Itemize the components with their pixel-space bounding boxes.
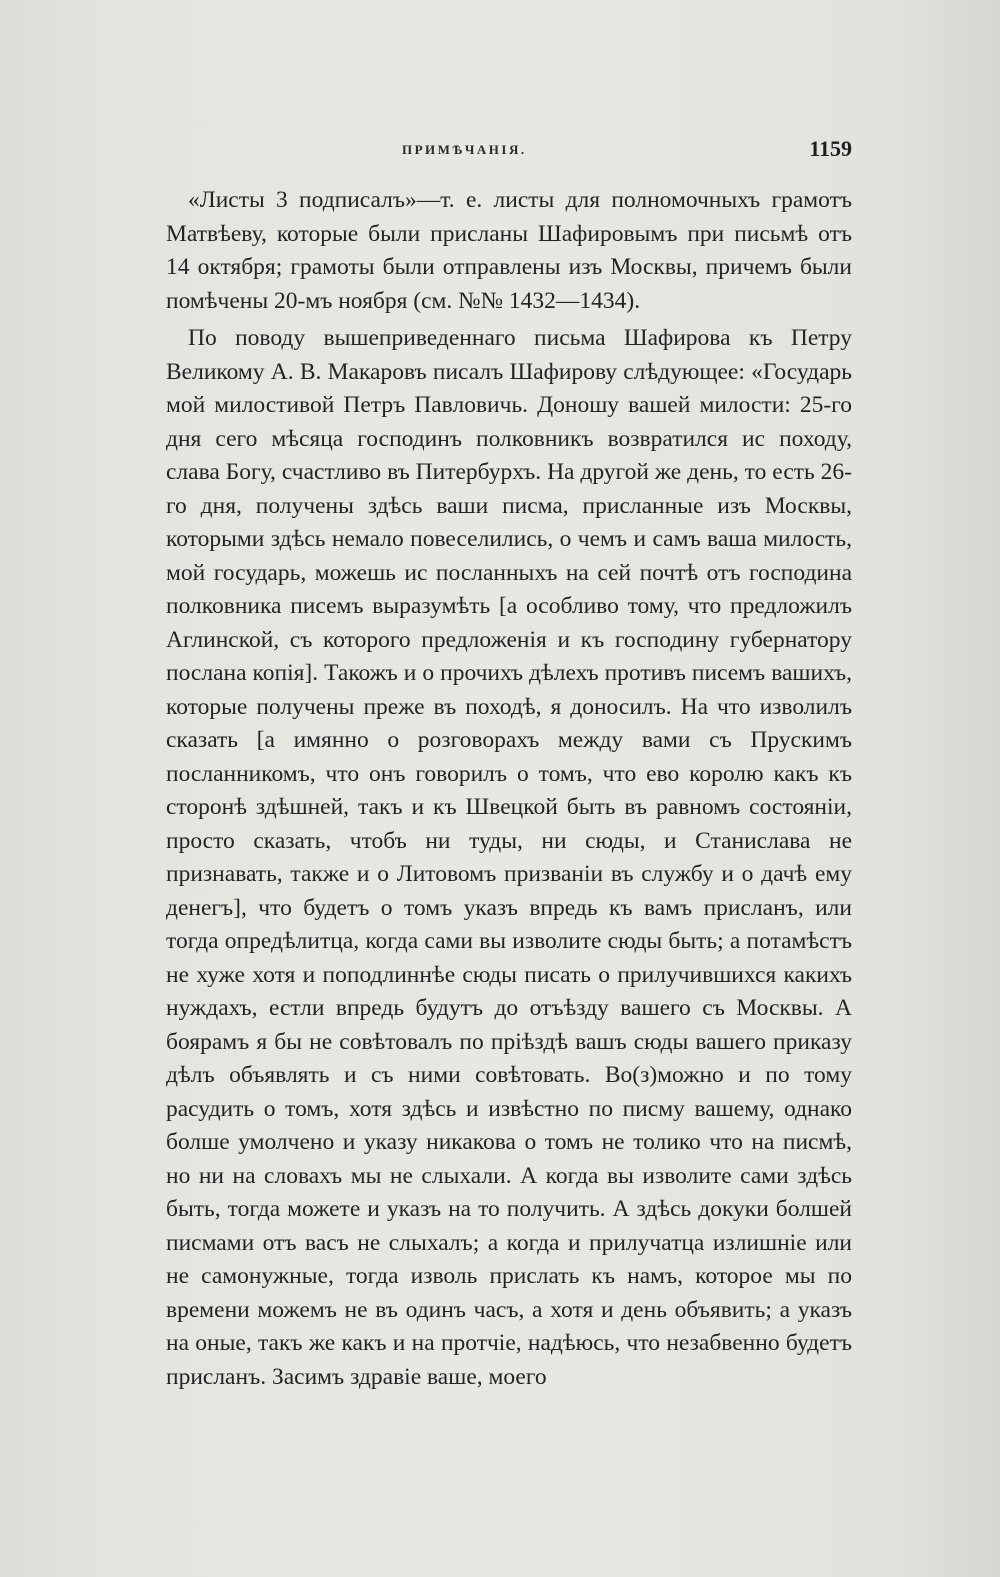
running-head: ПРИМѢЧАНІЯ. xyxy=(402,142,527,157)
page-header xyxy=(166,136,852,166)
paragraph-makarov-letter: По поводу вышеприведеннаго письма Шафирова къ Петру Великому А. В. Макаровъ писалъ Шафирову слѣдующее: «Государь мой милостивой Петръ Павловичь. Доношу вашей милости: 25-го дня сего мѣсяца господинъ полковникъ возвратился ис походу, слава Богу, счастливо въ Питербурхъ. На другой же день, то есть 26-го дня, получены здѣсь ваши писма, присланные изъ Москвы, которыми здѣсь немало повеселились, о чемъ и самъ ваша милость, мой государь, можешь ис посланныхъ на сей почтѣ отъ господина полковника писемъ выразумѣть [а особливо тому, что предложилъ Аглинской, съ которого предложенія и къ господину губернатору послана копія]. Такожъ и о прочихъ дѣлехъ противъ писемъ вашихъ, которые получены преже въ походѣ, я доносилъ. На что изволилъ сказать [а имянно о розговорахъ между вами съ Прускимъ посланникомъ, что онъ говорилъ о томъ, что ево королю какъ къ сторонѣ здѣшней, такъ и къ Швецкой быть въ равномъ состояніи, просто сказать, чтобъ ни туды, ни сюды, и Станислава не признавать, также и о Литовомъ призваніи въ службу и о дачѣ ему денегъ], что будетъ о томъ указъ впредь къ вамъ присланъ, или тогда опредѣлитца, когда сами вы изволите сюды быть; а потамѣстъ не хуже хотя и поподлиннѣе сюды писать о прилучившихся какихъ нуждахъ, естли впредь будутъ до отъѣзду вашего съ Москвы. А боярамъ я бы не совѣтовалъ по пріѣздѣ вашъ сюды вашего приказу дѣлъ объявлять и съ ними совѣтовать. Во(з)можно и по тому расудить о томъ, хотя здѣсь и извѣстно по писму вашему, однако болше умолчено и указу никакова о томъ не толико что на писмѣ, но ни на словахъ мы не слыхали. А когда вы изволите сами здѣсь быть, тогда можете и указъ на то получить. А здѣсь докуки болшей писмами отъ васъ не слыхалъ; а когда и прилучатца излишніе или не самонужные, тогда изволь прислать къ намъ, которое мы по времени можемъ не въ одинъ часъ, а хотя и день объявить; а указъ на оные, такъ же какъ и на протчіе, надѣюсь, что незабвенно будетъ присланъ. Засимъ здравіе ваше, моего xyxy=(166,325,852,1390)
paragraph-notes-on-letters: «Листы 3 подписалъ»—т. е. листы для полномочныхъ грамотъ Матвѣеву, которые были присланы Шафировымъ при письмѣ отъ 14 октября; грамоты были отправлены изъ Москвы, причемъ были помѣчены 20-мъ ноября (см. №№ 1432—1434). xyxy=(166,187,852,314)
body-text xyxy=(166,184,852,1398)
page-number: 1159 xyxy=(809,136,852,161)
